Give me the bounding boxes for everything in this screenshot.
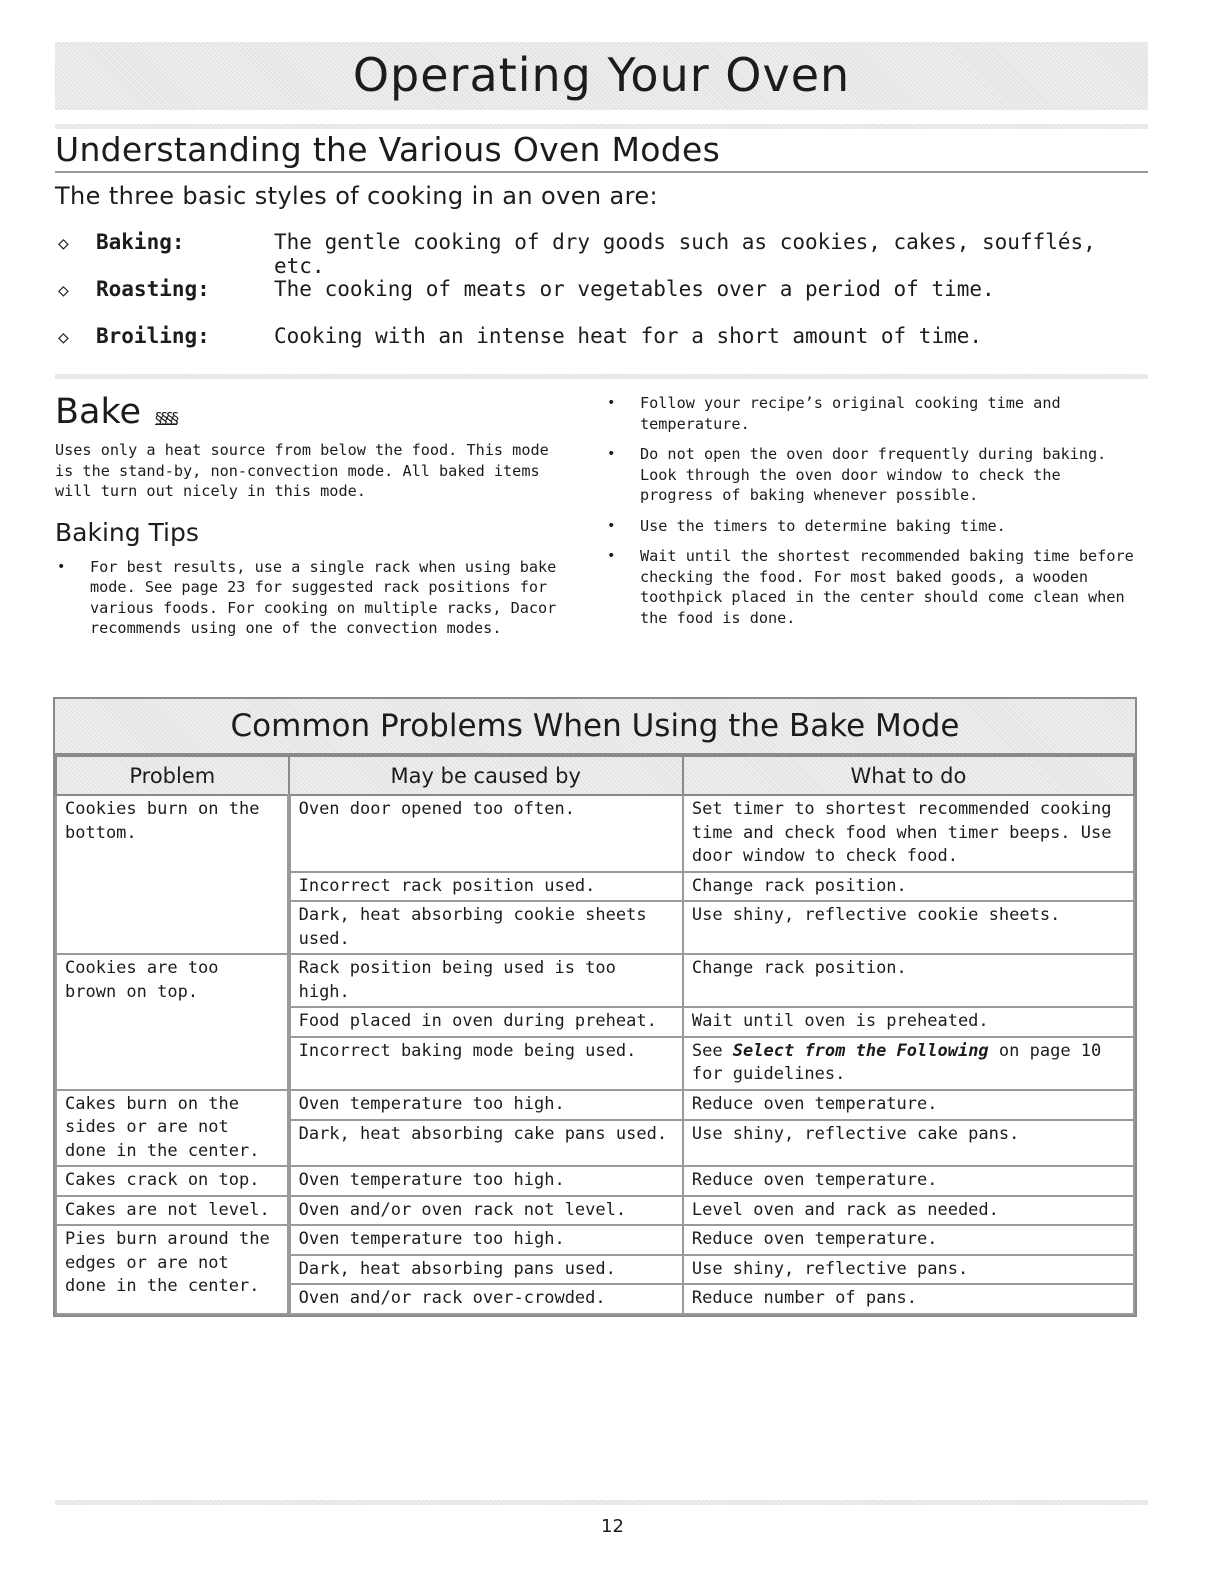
banner-title: Operating Your Oven: [352, 48, 851, 102]
bake-section-divider: [55, 374, 1148, 379]
problems-table: [55, 755, 1135, 1315]
table-row: [56, 1166, 1134, 1196]
cause-cell: Oven and/or rack over-crowded.: [289, 1284, 683, 1314]
table-row: [56, 1196, 1134, 1226]
cooking-style-description: The cooking of meats or vegetables over a period of time.: [274, 277, 995, 301]
bake-description: Uses only a heat source from below the food. This mode is the stand-by, non-convection mode. All baked items will turn out nicely in this mode.: [55, 441, 549, 500]
solution-cell: Level oven and rack as needed.: [683, 1196, 1134, 1226]
bullet-icon: •: [607, 548, 616, 564]
cooking-style-term: Roasting:: [96, 277, 210, 301]
solution-cell: Change rack position.: [683, 954, 1134, 1007]
diamond-bullet-icon: ◇: [58, 327, 69, 348]
bullet-icon: •: [607, 446, 616, 462]
problem-cell: Cakes are not level.: [56, 1196, 289, 1226]
cause-cell: Dark, heat absorbing cookie sheets used.: [289, 901, 683, 954]
cause-cell: Oven and/or oven rack not level.: [289, 1196, 683, 1226]
cooking-style-term: Broiling:: [96, 324, 210, 348]
baking-tip-item: • For best results, use a single rack when using bake mode. See page 23 for suggested rack positions for various foods. For cooking on multiple racks, Dacor recommends using one of the convection modes.: [57, 557, 557, 637]
solution-suffix: on page 10 for guidelines.: [691, 1040, 1102, 1084]
solution-cell: Use shiny, reflective cake pans.: [683, 1120, 1134, 1166]
bullet-icon: •: [607, 395, 616, 411]
solution-cell: Change rack position.: [683, 872, 1134, 902]
solution-cell: Reduce number of pans.: [683, 1284, 1134, 1314]
solution-prefix: See: [691, 1040, 733, 1061]
column-header-solution: What to do: [683, 756, 1134, 795]
solution-cell: Reduce oven temperature.: [683, 1166, 1134, 1196]
bake-heading: [55, 392, 575, 432]
cooking-style-description: The gentle cooking of dry goods such as cookies, cakes, soufflés, etc.: [274, 230, 1096, 278]
baking-tips-list-continued: [605, 393, 1135, 628]
table-row: [56, 1090, 1134, 1121]
cause-cell: Incorrect baking mode being used.: [289, 1037, 683, 1090]
problems-table-title: Common Problems When Using the Bake Mode: [55, 699, 1135, 755]
section-title: Understanding the Various Oven Modes: [55, 130, 721, 169]
baking-tip-item: • Wait until the shortest recommended baking time before checking the food. For most baked goods, a wooden toothpick placed in the center should come clean when the food is done.: [607, 547, 1134, 627]
cooking-style-description: Cooking with an intense heat for a short amount of time.: [274, 324, 983, 348]
problem-cell: Cakes crack on top.: [56, 1166, 289, 1196]
cooking-style-term: Baking:: [96, 230, 185, 254]
cause-cell: Oven door opened too often.: [289, 795, 683, 872]
column-header-problem: Problem: [56, 756, 289, 795]
cross-reference-emphasis: Select from the Following: [732, 1040, 989, 1061]
solution-cell: Reduce oven temperature.: [683, 1225, 1134, 1255]
cause-cell: Oven temperature too high.: [289, 1166, 683, 1196]
cause-cell: Dark, heat absorbing pans used.: [289, 1255, 683, 1285]
problems-table-container: [53, 697, 1137, 1317]
page-banner: [55, 42, 1148, 110]
baking-tip-item: • Do not open the oven door frequently during baking. Look through the oven door window to check the progress of baking whenever possible.: [607, 445, 1107, 504]
solution-cell: Use shiny, reflective cookie sheets.: [683, 901, 1134, 954]
problem-cell: Cakes burn on the sides or are not done in the center.: [56, 1090, 289, 1167]
cooking-styles-list: [58, 230, 1138, 371]
column-header-cause: May be caused by: [289, 756, 683, 795]
cause-cell: Oven temperature too high.: [289, 1090, 683, 1121]
solution-cell: Reduce oven temperature.: [683, 1090, 1134, 1121]
baking-tip-item: • Use the timers to determine baking time.: [607, 516, 1006, 535]
cooking-style-item: [58, 230, 1138, 277]
baking-tip-item: • Follow your recipe’s original cooking time and temperature.: [607, 394, 1061, 433]
page-number: 12: [601, 1516, 624, 1537]
cause-cell: Food placed in oven during preheat.: [289, 1007, 683, 1037]
diamond-bullet-icon: ◇: [58, 280, 69, 301]
table-row: [56, 1225, 1134, 1255]
solution-cell: [683, 1037, 1134, 1090]
bake-left-column: [55, 392, 575, 649]
bake-title: Bake: [55, 392, 142, 432]
section-divider: [55, 124, 1148, 129]
problem-cell: Pies burn around the edges or are not done in the center.: [56, 1225, 289, 1314]
footer-divider: [55, 1500, 1148, 1505]
cooking-style-item: [58, 324, 1138, 371]
table-row: [56, 954, 1134, 1007]
bullet-icon: •: [607, 517, 616, 534]
problem-cell: Cookies are too brown on top.: [56, 954, 289, 1090]
cause-cell: Oven temperature too high.: [289, 1225, 683, 1255]
cause-cell: Dark, heat absorbing cake pans used.: [289, 1120, 683, 1166]
section-underline: [55, 171, 1148, 173]
cooking-style-item: [58, 277, 1138, 324]
bullet-icon: •: [57, 558, 66, 575]
bake-right-column: [605, 393, 1135, 638]
table-header-row: [56, 756, 1134, 795]
solution-cell: Set timer to shortest recommended cooking time and check food when timer beeps. Use door window to check food.: [683, 795, 1134, 872]
cause-cell: Incorrect rack position used.: [289, 872, 683, 902]
baking-tips-title: Baking Tips: [55, 517, 199, 547]
bake-heat-icon: §§§§: [155, 409, 178, 427]
solution-cell: Wait until oven is preheated.: [683, 1007, 1134, 1037]
solution-cell: Use shiny, reflective pans.: [683, 1255, 1134, 1285]
table-row: [56, 795, 1134, 872]
problem-cell: Cookies burn on the bottom.: [56, 795, 289, 954]
diamond-bullet-icon: ◇: [58, 233, 69, 254]
baking-tips-list: [55, 557, 575, 639]
cause-cell: Rack position being used is too high.: [289, 954, 683, 1007]
intro-text: The three basic styles of cooking in an oven are:: [55, 182, 659, 210]
